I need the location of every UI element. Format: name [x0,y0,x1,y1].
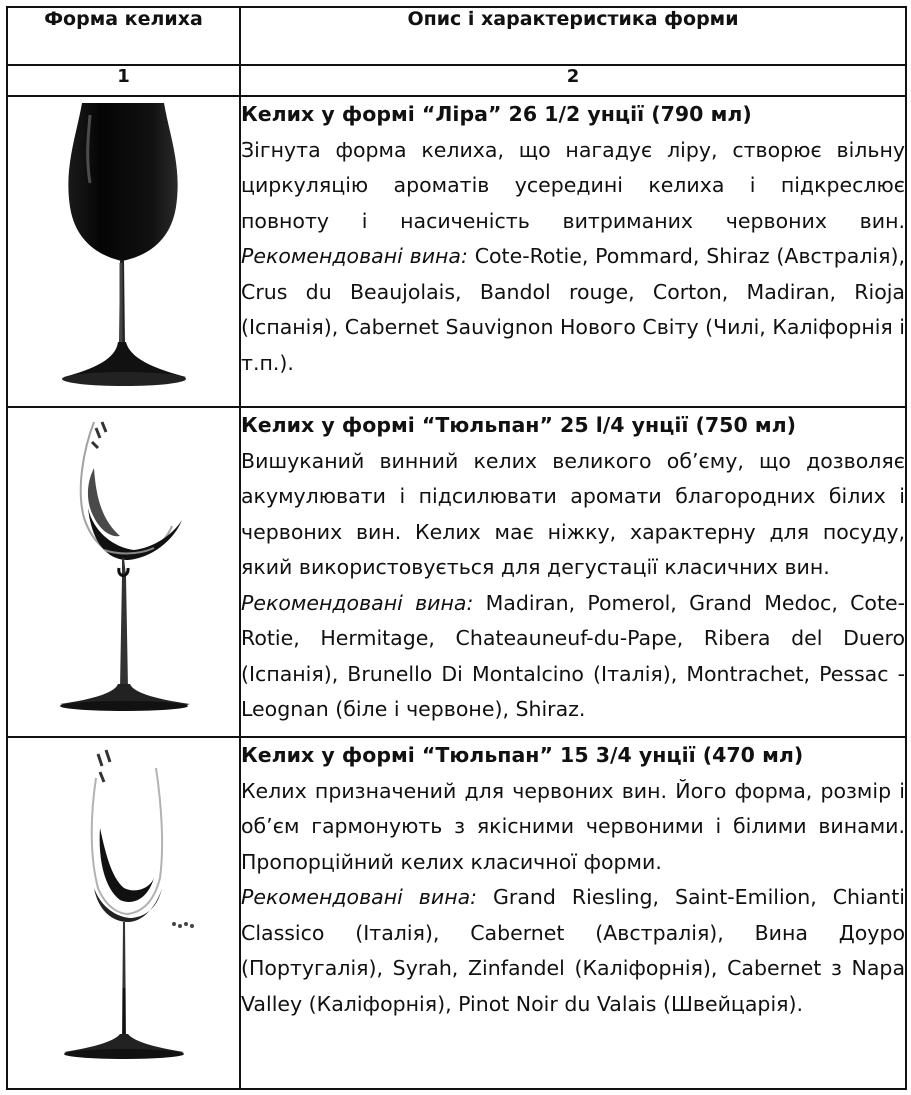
recommended-label: Рекомендовані вина: [241,885,478,909]
small-tulip-glass-icon [24,738,224,1068]
glass-title: Келих у формі “Тюльпан” 25 l/4 унції (750 мл) [241,413,796,437]
glass-text: Вишуканий винний келих великого об’єму, що дозволяє акумулювати і підсилювати аромати благородних білих і червоних вин. Келих має ніжку, характерну для посуду, який використовується для дегустації класичних вин. [241,448,905,579]
table-row [7,96,906,407]
glass-image-cell [7,737,240,1089]
wine-glass-table [6,6,907,1090]
table-row [7,407,906,737]
recommended-label: Рекомендовані вина: [241,244,468,268]
header-description: Опис і характеристика форми [240,7,906,65]
glass-text: Келих призначений для червоних вин. Його форма, розмір і об’єм гармонують з якісними червоними і білими винами. Пропорційний келих класичної форми. [241,778,905,874]
column-number-2: 2 [240,65,906,96]
tulip-glass-icon [24,408,224,718]
recommended-wines: Madiran, Pomerol, Grand Medoc, Cote-Rotie, Hermitage, Chateauneuf-du-Pape, Ribera del Duero (Іспанія), Brunello Di Montalcino (Італія), Montrachet, Pessac - Leognan (біле і червоне), Shiraz. [241,590,905,721]
glass-title: Келих у формі “Ліра” 26 1/2 унції (790 мл) [241,102,752,126]
glass-description [240,96,906,407]
glass-description [240,407,906,737]
recommended-wines: Cote-Rotie, Pommard, Shiraz (Австралія), Crus du Beaujolais, Bandol rouge, Corton, Madiran, Rioja (Іспанія), Cabernet Sauvignon Нового Світу (Чилі, Каліфорнія і т.п.). [241,244,905,375]
lyre-glass-icon [24,97,224,397]
table-row [7,737,906,1089]
header-row [7,7,906,65]
glass-image-cell [7,407,240,737]
recommended-label: Рекомендовані вина: [241,590,474,615]
glass-description [240,737,906,1089]
glass-text: Зігнута форма келиха, що нагадує ліру, створює вільну циркуляцію ароматів усередині келиха і підкреслює повноту і насиченість витриманих червоних вин. [241,137,905,233]
column-number-1: 1 [7,65,240,96]
recommended-wines: Grand Riesling, Saint-Emilion, Chianti Classico (Італія), Cabernet (Австралія), Вина Доуро (Португалія), Syrah, Zinfandel (Каліфорнія), Cabernet з Napa Valley (Каліфорнія), Pinot Noir du Valais (Швейцарія). [241,885,905,1016]
glass-image-cell [7,96,240,407]
header-glass-shape: Форма келиха [7,7,240,65]
number-row [7,65,906,96]
glass-title: Келих у формі “Тюльпан” 15 3/4 унції (470 мл) [241,743,804,767]
